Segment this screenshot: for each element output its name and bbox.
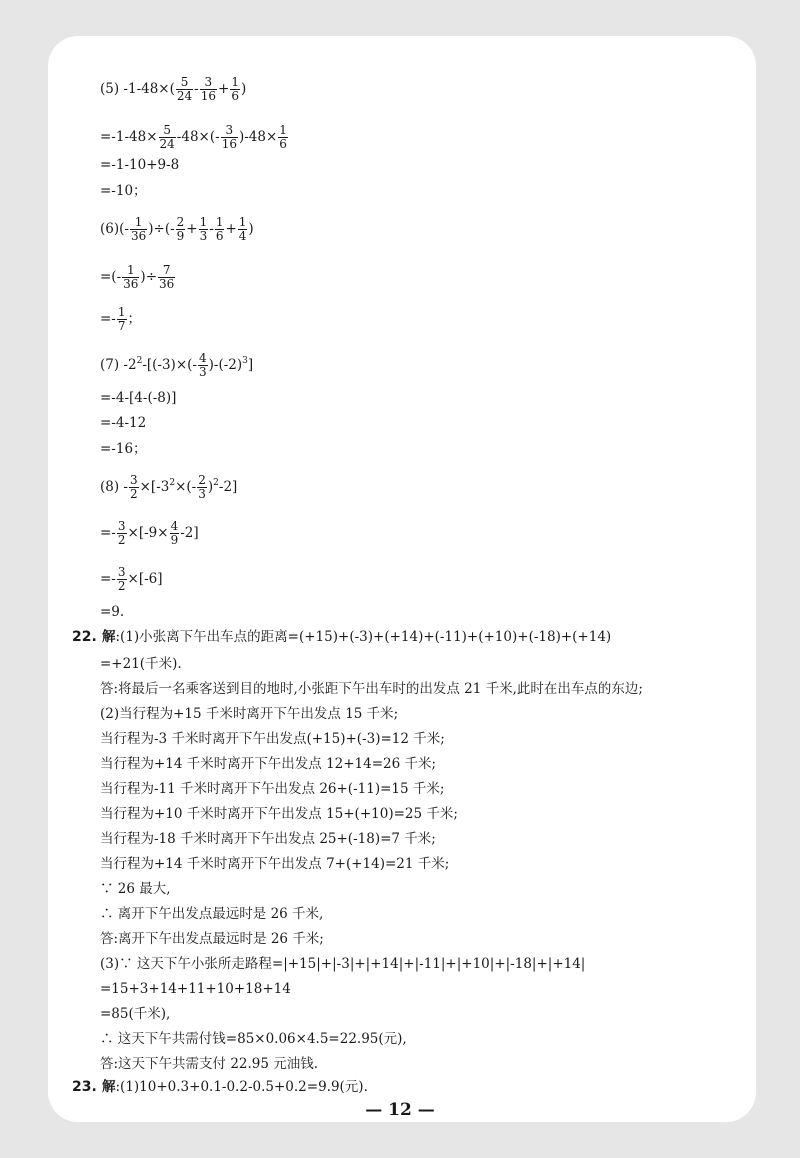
p7-line-1 xyxy=(100,352,253,379)
exponent: 2 xyxy=(169,478,176,488)
denominator: 2 xyxy=(129,487,138,501)
question-number: 23. xyxy=(72,1079,97,1095)
operator: + xyxy=(225,221,237,237)
text: (8) - xyxy=(100,479,128,495)
denominator: 9 xyxy=(170,533,179,547)
text: )÷ xyxy=(140,269,158,285)
fraction xyxy=(221,124,238,151)
numerator: 1 xyxy=(215,215,224,229)
denominator: 6 xyxy=(231,89,239,103)
text: :(1)小张离下午出车点的距离=(+15)+(-3)+(+14)+(-11)+(+10)+(-18)+(+14) xyxy=(115,629,612,645)
fraction xyxy=(176,216,186,243)
q22-line-14: (3)∵ 这天下午小张所走路程=|+15|+|-3|+|+14|+|-11|+|+10|+|-18|+|+14| xyxy=(100,956,586,972)
fraction xyxy=(129,474,139,501)
p5-line-3: =-1-10+9-8 xyxy=(100,157,180,173)
q22-line-7: 当行程为-11 千米时离开下午出发点 26+(-11)=15 千米; xyxy=(100,781,445,797)
fraction xyxy=(200,76,217,103)
denominator: 36 xyxy=(123,277,139,291)
p5-line-1 xyxy=(100,76,246,103)
text: -2] xyxy=(180,525,199,541)
text: =- xyxy=(100,311,116,327)
text: -[(-3)×(- xyxy=(142,357,197,373)
p6-line-1 xyxy=(100,216,254,243)
numerator: 5 xyxy=(176,76,193,90)
answer-label: 解 xyxy=(102,629,116,645)
numerator: 1 xyxy=(199,215,208,229)
numerator: 3 xyxy=(117,519,126,533)
p5-line-2 xyxy=(100,124,289,151)
numerator: 1 xyxy=(279,123,287,137)
denominator: 3 xyxy=(199,229,208,243)
numerator: 2 xyxy=(176,215,185,229)
text: ] xyxy=(247,357,254,373)
question-number: 22. xyxy=(72,629,97,645)
fraction xyxy=(215,216,225,243)
numerator: 4 xyxy=(198,351,207,365)
text: =-1-48× xyxy=(100,129,158,145)
exponent: 3 xyxy=(242,356,248,366)
p7-line-4: =-16； xyxy=(100,441,147,457)
p7-line-3: =-4-12 xyxy=(100,415,147,431)
q22-line-16: =85(千米), xyxy=(100,1006,171,1022)
fraction xyxy=(278,124,288,151)
numerator: 7 xyxy=(158,264,175,278)
page-number: — 12 — xyxy=(365,1100,435,1120)
text: ) xyxy=(240,81,247,97)
text: =(- xyxy=(100,269,122,285)
fraction xyxy=(159,124,176,151)
q22-line-11: ∵ 26 最大, xyxy=(100,881,171,897)
q22-line-12: ∴ 离开下午出发点最远时是 26 千米, xyxy=(100,906,324,922)
fraction xyxy=(238,216,248,243)
p7-line-2: =-4-[4-(-8)] xyxy=(100,390,177,406)
fraction xyxy=(158,264,175,291)
denominator: 24 xyxy=(159,137,175,151)
text: ) xyxy=(207,479,214,495)
fraction xyxy=(117,306,127,333)
text: ×[-3 xyxy=(139,479,170,495)
text: =- xyxy=(100,571,116,587)
q22-line-9: 当行程为-18 千米时离开下午出发点 25+(-18)=7 千米; xyxy=(100,831,436,847)
numerator: 1 xyxy=(130,216,147,230)
denominator: 3 xyxy=(198,365,207,379)
denominator: 16 xyxy=(221,137,237,151)
denominator: 24 xyxy=(176,89,193,103)
fraction xyxy=(117,520,127,547)
denominator: 6 xyxy=(279,137,287,151)
p6-line-2 xyxy=(100,264,176,291)
p8-line-4: =9. xyxy=(100,604,125,620)
fraction xyxy=(117,566,127,593)
denominator: 2 xyxy=(117,533,126,547)
denominator: 16 xyxy=(200,89,217,103)
denominator: 6 xyxy=(215,229,224,243)
fraction xyxy=(197,474,207,501)
operator: - xyxy=(194,81,199,97)
numerator: 3 xyxy=(200,76,217,90)
text: -2] xyxy=(218,479,238,495)
exponent: 2 xyxy=(136,356,143,366)
answer-label: 解 xyxy=(102,1079,116,1095)
p8-line-1 xyxy=(100,474,237,501)
denominator: 36 xyxy=(159,277,175,291)
denominator: 7 xyxy=(117,319,126,333)
q22-line-1 xyxy=(102,628,611,646)
numerator: 2 xyxy=(198,473,206,487)
numerator: 3 xyxy=(221,124,238,138)
text: ×[-9× xyxy=(127,525,169,541)
q22-line-13: 答:离开下午出发点最远时是 26 千米; xyxy=(100,931,324,947)
fraction xyxy=(122,264,139,291)
text: :(1)10+0.3+0.1-0.2-0.5+0.2=9.9(元). xyxy=(115,1079,368,1095)
denominator: 3 xyxy=(198,487,206,501)
numerator: 3 xyxy=(117,565,126,579)
numerator: 3 xyxy=(129,473,138,487)
text: )÷(- xyxy=(148,221,175,237)
numerator: 1 xyxy=(122,264,139,278)
q22-line-4: (2)当行程为+15 千米时离开下午出发点 15 千米; xyxy=(100,706,399,722)
numerator: 1 xyxy=(231,75,239,89)
fraction xyxy=(198,352,208,379)
text: -48×(- xyxy=(176,129,220,145)
p5-line-4: =-10； xyxy=(100,183,147,199)
text: (5) -1-48×( xyxy=(100,81,175,97)
p6-line-3 xyxy=(100,306,141,333)
q22-line-15: =15+3+14+11+10+18+14 xyxy=(100,981,291,997)
q22-line-8: 当行程为+10 千米时离开下午出发点 15+(+10)=25 千米; xyxy=(100,806,458,822)
denominator: 36 xyxy=(130,229,147,243)
fraction xyxy=(130,216,147,243)
q22-line-17: ∴ 这天下午共需付钱=85×0.06×4.5=22.95(元), xyxy=(100,1031,407,1047)
p8-line-3 xyxy=(100,566,163,593)
text: ) xyxy=(248,221,254,237)
q22-line-5: 当行程为-3 千米时离开下午出发点(+15)+(-3)=12 千米; xyxy=(100,731,445,747)
fraction xyxy=(230,76,240,103)
denominator: 4 xyxy=(238,229,247,243)
fraction xyxy=(170,520,180,547)
text: ×[-6] xyxy=(127,571,163,587)
q22-line-2: =+21(千米). xyxy=(100,656,182,672)
p8-line-2 xyxy=(100,520,199,547)
fraction xyxy=(176,76,193,103)
operator: + xyxy=(218,81,230,97)
q22-line-6: 当行程为+14 千米时离开下午出发点 12+14=26 千米; xyxy=(100,756,437,772)
numerator: 5 xyxy=(159,124,176,138)
operator: + xyxy=(186,221,198,237)
exponent: 2 xyxy=(213,478,219,488)
operator: - xyxy=(209,221,214,237)
denominator: 9 xyxy=(176,229,185,243)
text: )-(-2) xyxy=(208,357,243,373)
text: =- xyxy=(100,525,116,541)
fraction xyxy=(199,216,209,243)
numerator: 4 xyxy=(170,519,179,533)
denominator: 2 xyxy=(117,579,126,593)
numerator: 1 xyxy=(238,215,247,229)
text: )-48× xyxy=(238,129,278,145)
text: (6)(- xyxy=(100,221,129,237)
q22-line-3: 答:将最后一名乘客送到目的地时,小张距下午出车时的出发点 21 千米,此时在出车点的东边; xyxy=(100,681,643,697)
text: (7) -2 xyxy=(100,357,137,373)
q23-line-1 xyxy=(102,1078,368,1096)
q22-line-10: 当行程为+14 千米时离开下午出发点 7+(+14)=21 千米; xyxy=(100,856,450,872)
q22-line-18: 答:这天下午共需支付 22.95 元油钱. xyxy=(100,1056,319,1072)
text: ×(- xyxy=(175,479,197,495)
text: ； xyxy=(127,311,142,327)
numerator: 1 xyxy=(117,305,126,319)
